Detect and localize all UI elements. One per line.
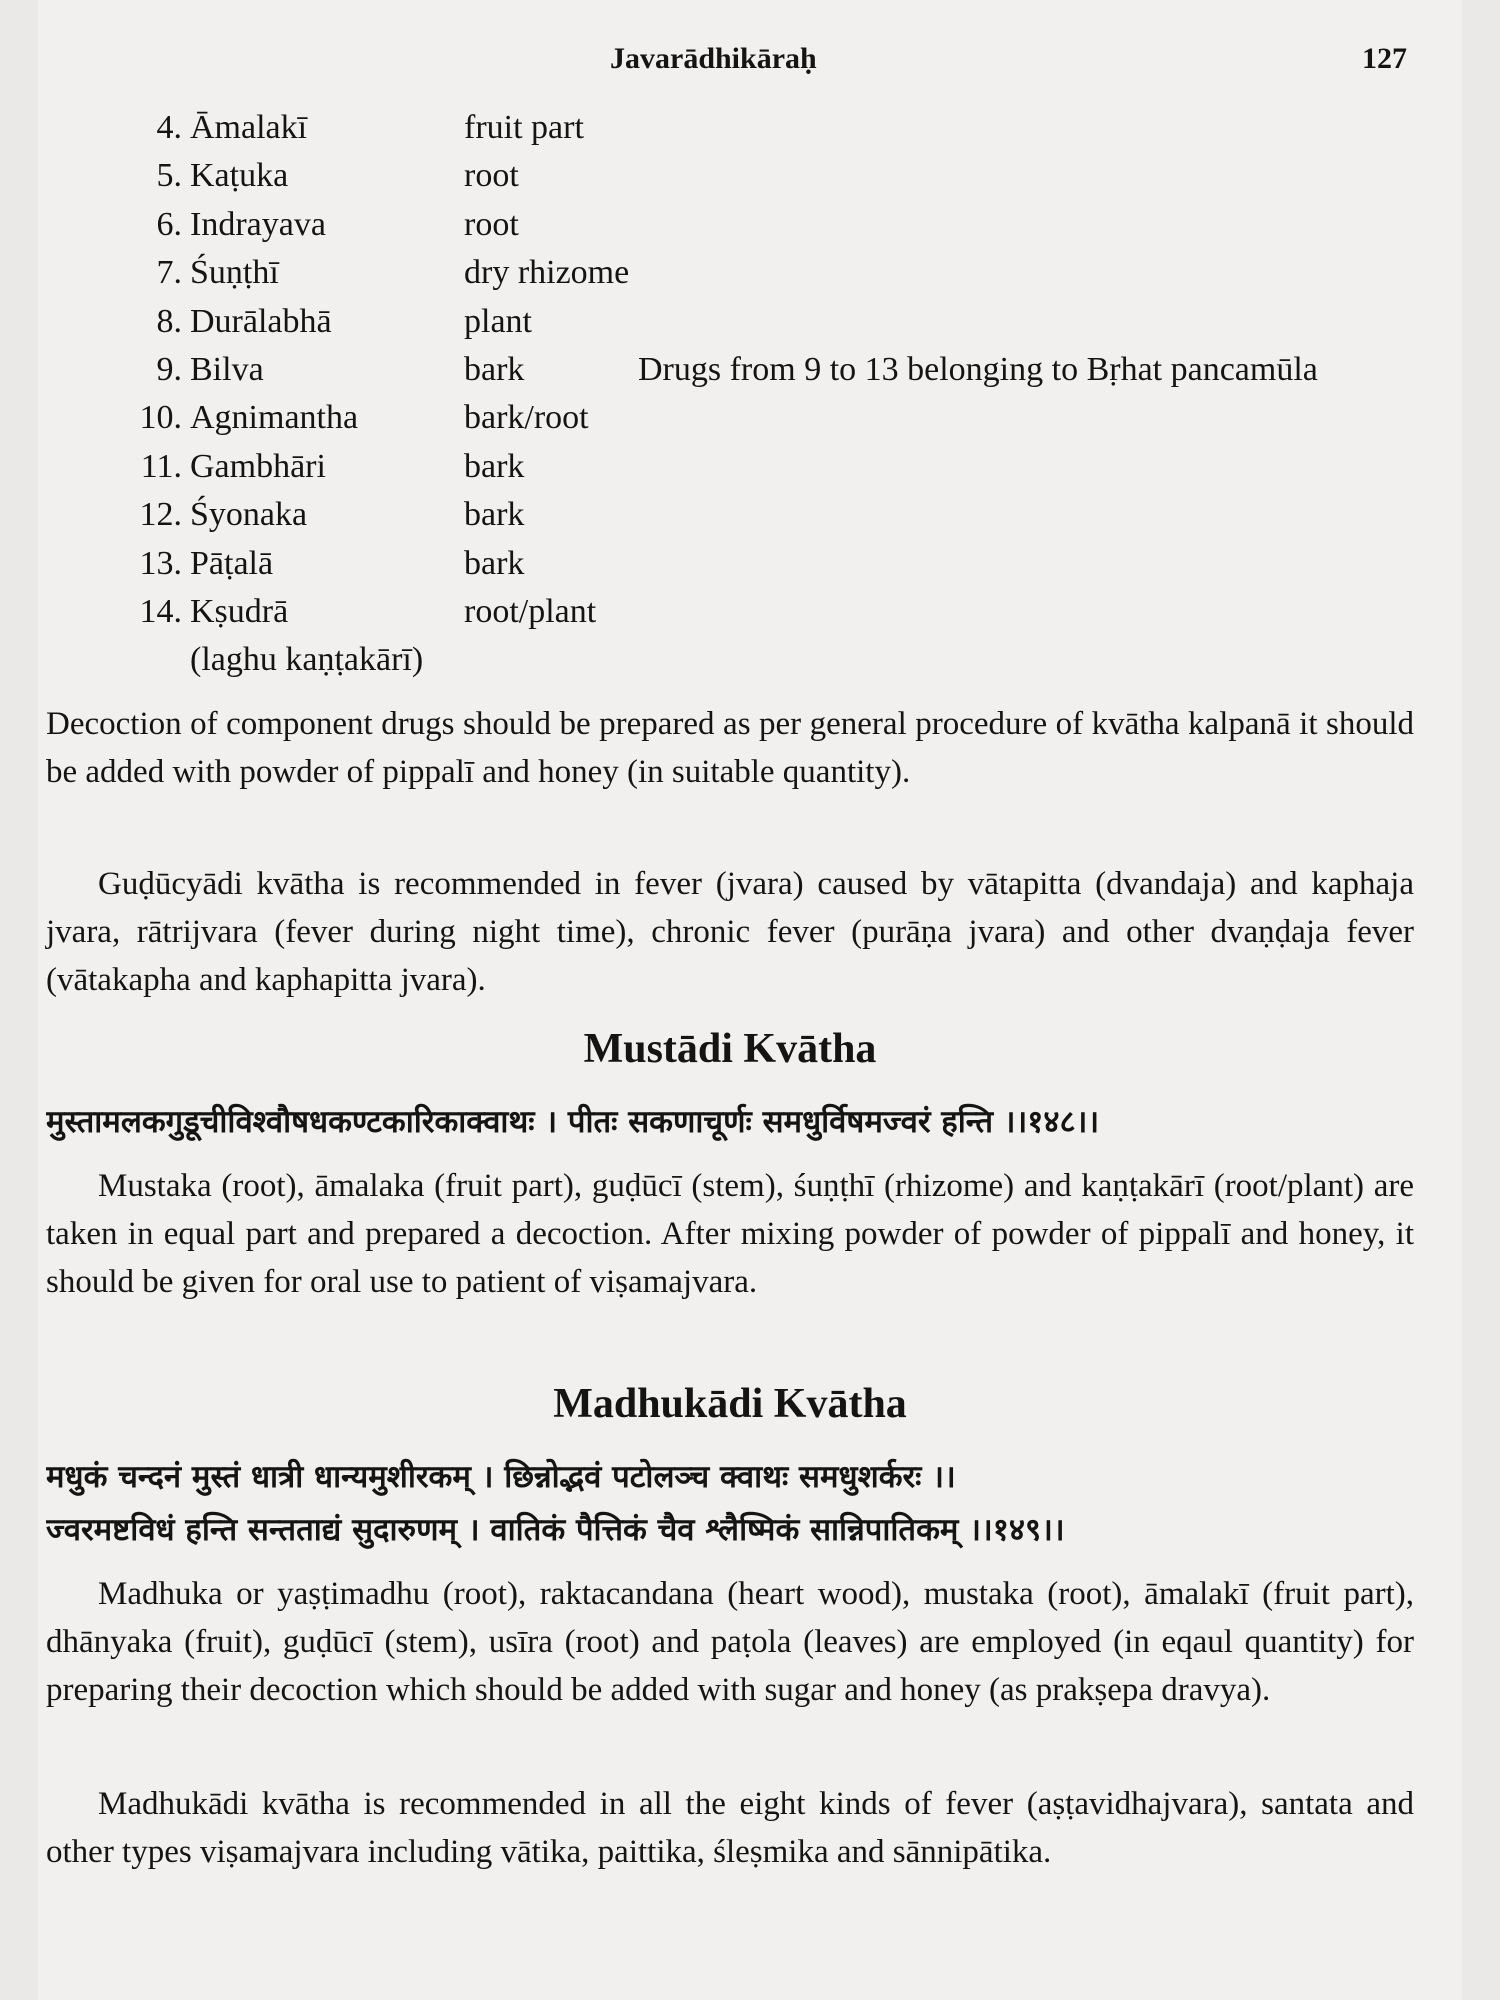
drug-number: 9. <box>156 350 182 388</box>
drug-name: Kṣudrā <box>190 592 289 630</box>
drug-row <box>0 201 1500 249</box>
gudducyadi-preparation-text: Decoction of component drugs should be prepared as per general procedure of kvātha kalpanā it should be added with powder of pippalī and honey (in suitable quantity). <box>46 706 1414 790</box>
drug-part-used: root <box>464 205 519 243</box>
drug-row <box>0 636 1500 684</box>
drug-list <box>0 104 1500 685</box>
drug-name: Śyonaka <box>190 496 308 534</box>
drug-part-used: root <box>464 157 519 195</box>
drug-number: 12. <box>139 496 182 534</box>
mustadi-heading: Mustādi Kvātha <box>583 1026 877 1072</box>
drug-name: Pāṭalā <box>190 544 274 582</box>
drug-row <box>0 588 1500 636</box>
drug-part-used: bark <box>464 544 525 582</box>
madhukadi-heading: Madhukādi Kvātha <box>553 1381 907 1427</box>
drug-name: Durālabhā <box>190 302 332 340</box>
drug-name: Indrayava <box>190 205 326 243</box>
drug-name: Agnimantha <box>190 399 359 437</box>
drug-row <box>0 104 1500 152</box>
drug-name: Kaṭuka <box>190 157 289 195</box>
drug-part-used: bark <box>464 496 525 534</box>
drug-number: 11. <box>140 447 182 485</box>
drug-part-used: bark/root <box>464 399 589 437</box>
running-title: Javarādhikāraḥ <box>610 42 817 75</box>
drug-number: 14. <box>139 592 182 630</box>
drug-name: (laghu kaṇṭakārī) <box>190 641 424 679</box>
drug-name: Gambhāri <box>190 447 326 485</box>
drug-name: Bilva <box>190 350 264 388</box>
drug-name: Śuṇṭhī <box>190 254 279 292</box>
drug-part-used: bark <box>464 447 525 485</box>
madhukadi-verse-line-1: मधुकं चन्दनं मुस्तं धात्री धान्यमुशीरकम् । छिन्नोद्भवं पटोलञ्च क्वाथः समधुशर्करः ।। <box>46 1459 956 1495</box>
drug-number: 5. <box>156 157 182 195</box>
drug-row <box>0 249 1500 297</box>
drug-row <box>0 152 1500 200</box>
drug-part-used: root/plant <box>464 592 597 630</box>
drug-row <box>0 394 1500 442</box>
page-header <box>0 42 1500 92</box>
drug-number: 6. <box>156 205 182 243</box>
mustadi-verse: मुस्तामलकगुडूचीविश्वौषधकण्टकारिकाक्वाथः । पीतः सकणाचूर्णः समधुर्विषमज्वरं हन्ति ।।१४८।। <box>46 1104 1100 1140</box>
drug-part-used: plant <box>464 302 532 340</box>
madhukadi-indication-text: Madhukādi kvātha is recommended in all the eight kinds of fever (aṣṭavidhajvara), santata and other types viṣamajvara including vātika, paittika, śleṣmika and sānnipātika. <box>46 1786 1414 1870</box>
drug-number: 7. <box>156 254 182 292</box>
drug-part-used: fruit part <box>464 109 584 146</box>
drug-row <box>0 298 1500 346</box>
drug-row <box>0 540 1500 588</box>
mustadi-description-text: Mustaka (root), āmalaka (fruit part), guḍūcī (stem), śuṇṭhī (rhizome) and kaṇṭakārī (root/plant) are taken in equal part and prepared a decoction. After mixing powder of powder of pippalī and honey, it should be given for oral use to patient of viṣamajvara. <box>46 1168 1414 1300</box>
madhukadi-description-text: Madhuka or yaṣṭimadhu (root), raktacandana (heart wood), mustaka (root), āmalakī (fruit part), dhānyaka (fruit), guḍūcī (stem), usīra (root) and paṭola (leaves) are employed (in eqaul quantity) for preparing their decoction which should be added with sugar and honey (as prakṣepa dravya). <box>46 1576 1414 1708</box>
drug-part-used: dry rhizome <box>464 254 630 292</box>
drug-row <box>0 346 1500 394</box>
drug-row <box>0 443 1500 491</box>
drug-number: 8. <box>156 302 182 340</box>
drug-note: Drugs from 9 to 13 belonging to Bṛhat pancamūla <box>638 350 1318 388</box>
drug-row <box>0 491 1500 539</box>
drug-number: 10. <box>139 399 182 437</box>
page-number: 127 <box>1362 42 1407 75</box>
drug-part-used: bark <box>464 350 525 388</box>
madhukadi-verse-line-2: ज्वरमष्टविधं हन्ति सन्तताद्यं सुदारुणम् । वातिकं पैत्तिकं चैव श्लैष्मिकं सान्निपातिकम् ।।१४९।। <box>46 1512 1065 1548</box>
drug-number: 4. <box>156 109 182 146</box>
drug-name: Āmalakī <box>190 109 308 146</box>
drug-number: 13. <box>139 544 182 582</box>
gudducyadi-indication-text: Guḍūcyādi kvātha is recommended in fever (jvara) caused by vātapitta (dvandaja) and kaphaja jvara, rātrijvara (fever during night time), chronic fever (purāṇa jvara) and other dvaṇḍaja fever (vātakapha and kaphapitta jvara). <box>46 866 1414 998</box>
